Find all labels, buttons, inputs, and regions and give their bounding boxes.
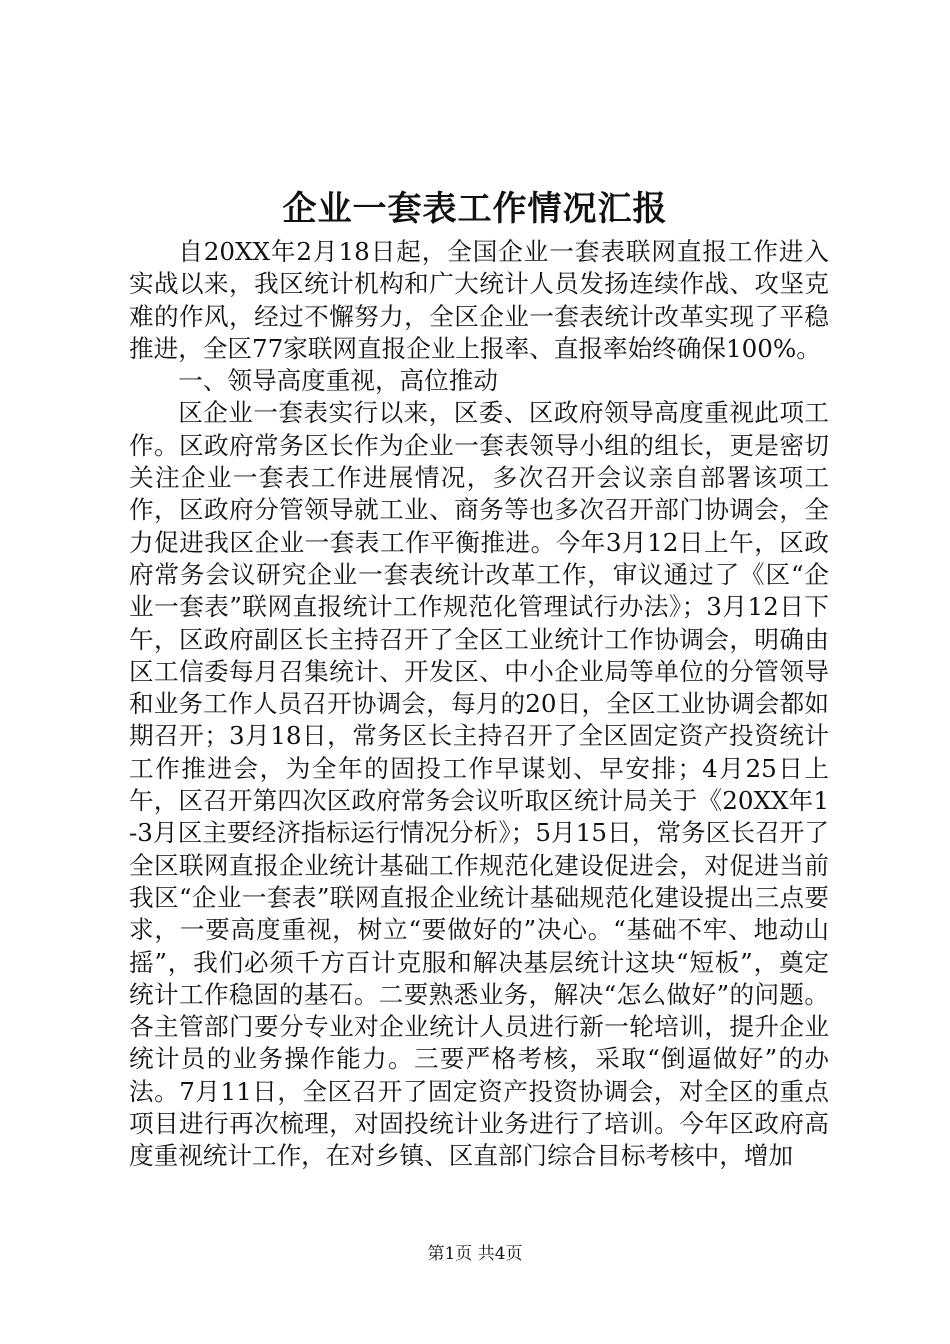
document-body xyxy=(129,236,829,1173)
page-footer: 第1页 共4页 xyxy=(427,1244,523,1264)
document-title: 企业一套表工作情况汇报 xyxy=(282,189,668,229)
paragraph-intro: 自20XX年2月18日起，全国企业一套表联网直报工作进入实战以来，我区统计机构和广大统计人员发扬连续作战、攻坚克难的作风，经过不懈努力，全区企业一套表统计改革实现了平稳推进，全区77家联网直报企业上报率、直报率始终确保100%。 xyxy=(129,237,829,363)
paragraph-section-1: 区企业一套表实行以来，区委、区政府领导高度重视此项工作。区政府常务区长作为企业一套表领导小组的组长，更是密切关注企业一套表工作进展情况，多次召开会议亲自部署该项工作，区政府分管领导就工业、商务等也多次召开部门协调会，全力促进我区企业一套表工作平衡推进。今年3月12日上午，区政府常务会议研究企业一套表统计改革工作，审议通过了《区“企业一套表”联网直报统计工作规范化管理试行办法》；3月12日下午，区政府副区长主持召开了全区工业统计工作协调会，明确由区工信委每月召集统计、开发区、中小企业局等单位的分管领导和业务工作人员召开协调会，每月的20日，全区工业协调会都如期召开；3月18日，常务区长主持召开了全区固定资产投资统计工作推进会，为全年的固投工作早谋划、早安排；4月25日上午，区召开第四次区政府常务会议听取区统计局关于《20XX年1-3月区主要经济指标运行情况分析》；5月15日，常务区长召开了全区联网直报企业统计基础工作规范化建设促进会，对促进当前我区“企业一套表”联网直报企业统计基础规范化建设提出三点要求，一要高度重视，树立“要做好的”决心。“基础不牢、地动山摇”，我们必须千方百计克服和解决基层统计这块“短板”，奠定统计工作稳固的基石。二要熟悉业务，解决“怎么做好”的问题。各主管部门要分专业对企业统计人员进行新一轮培训，提升企业统计员的业务操作能力。三要严格考核，采取“倒逼做好”的办法。7月11日，全区召开了固定资产投资协调会，对全区的重点项目进行再次梳理，对固投统计业务进行了培训。今年区政府高度重视统计工作，在对乡镇、区直部门综合目标考核中，增加 xyxy=(129,398,829,1171)
section-heading-1: 一、领导高度重视，高位推动 xyxy=(178,366,498,396)
